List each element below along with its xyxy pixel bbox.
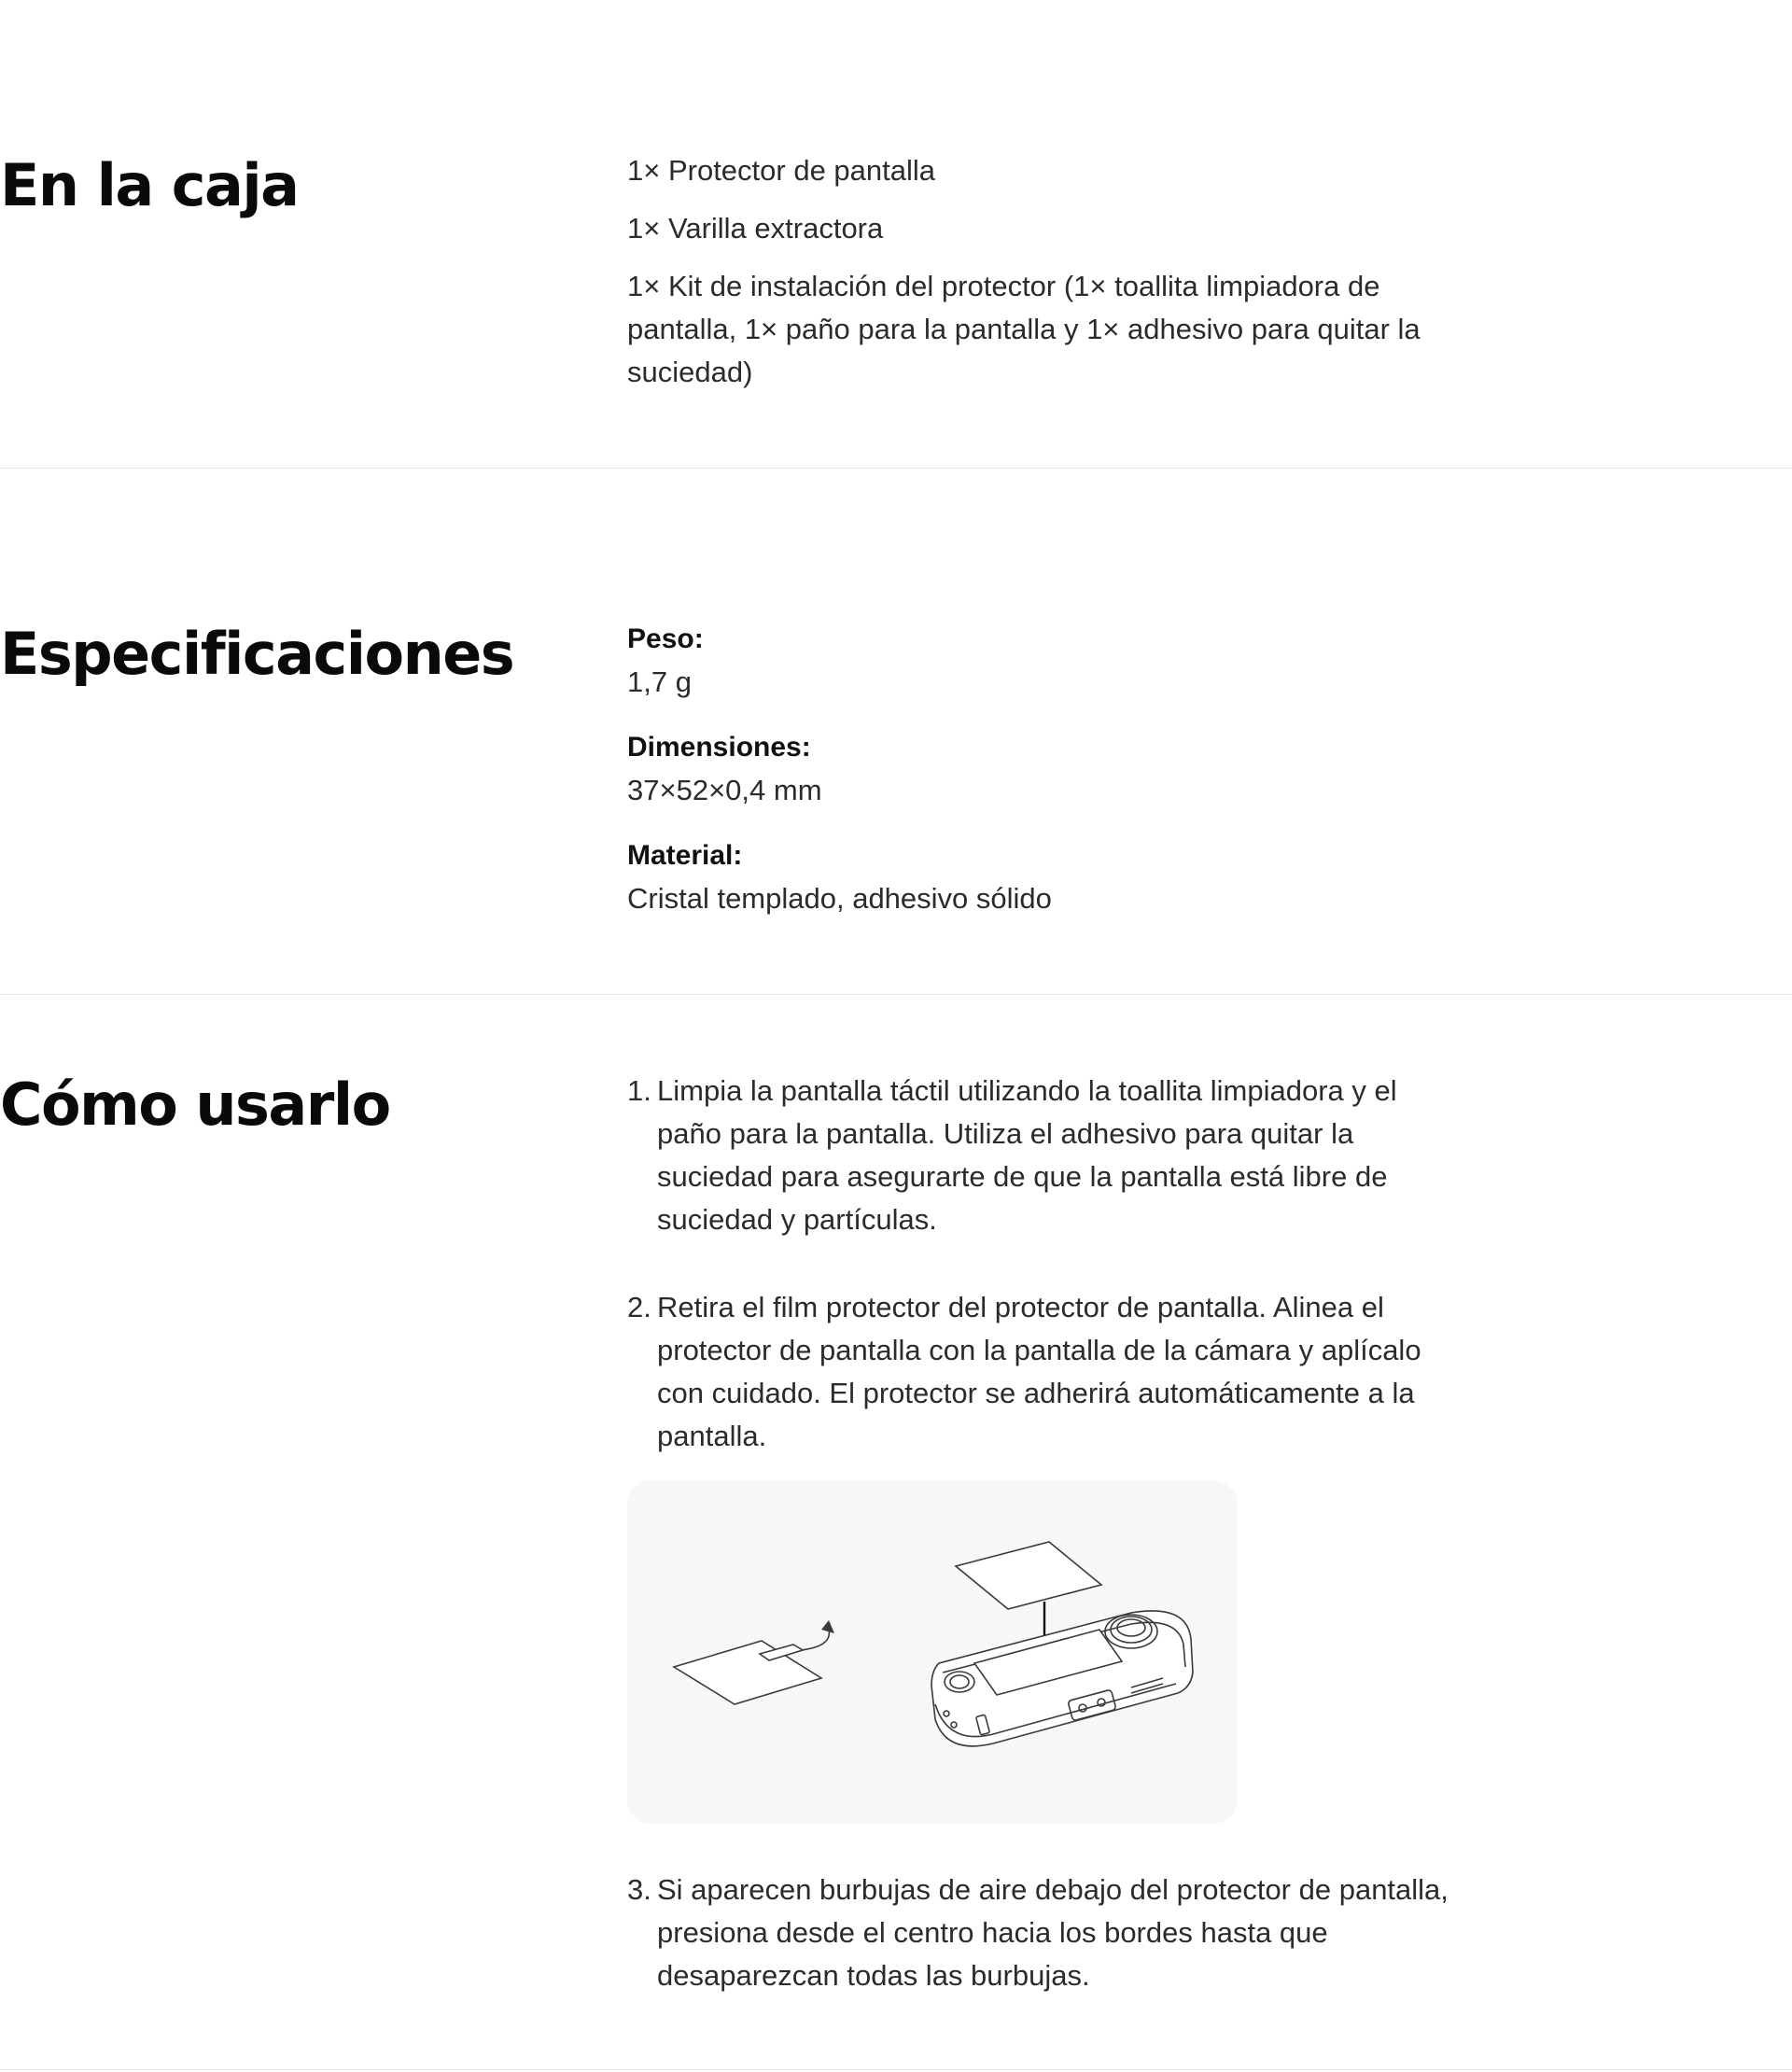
spec-value: 37×52×0,4 mm bbox=[627, 774, 822, 806]
step-number: 1. bbox=[627, 1074, 651, 1107]
step-number: 2. bbox=[627, 1291, 651, 1323]
box-item: 1× Varilla extractora bbox=[627, 212, 884, 245]
in-the-box-title: En la caja bbox=[0, 151, 299, 219]
step-number: 3. bbox=[627, 1873, 651, 1906]
installation-diagram bbox=[627, 1480, 1238, 1824]
how-to-use-title: Cómo usarlo bbox=[0, 1071, 390, 1139]
spec-label: Dimensiones: bbox=[627, 732, 811, 763]
in-the-box-list bbox=[627, 149, 1467, 394]
spec-item-dimensions bbox=[627, 726, 1467, 812]
step-text: Retira el film protector del protector de pantalla. Alinea el protector de pantalla con la pantalla de la cámara y aplícalo con cuidado. El protector se adherirá automáticamente a la pantalla. bbox=[657, 1291, 1421, 1452]
section-divider bbox=[0, 468, 1792, 469]
box-item: 1× Protector de pantalla bbox=[627, 154, 936, 187]
spec-item-weight bbox=[627, 618, 1467, 704]
camera-apply-protector-icon bbox=[931, 1542, 1193, 1746]
specifications-title: Especificaciones bbox=[0, 620, 514, 688]
spec-value: 1,7 g bbox=[627, 665, 692, 698]
specifications-list bbox=[627, 618, 1467, 920]
step-text: Limpia la pantalla táctil utilizando la toallita limpiadora y el paño para la pantalla. Utiliza el adhesivo para quitar la suciedad para asegurarte de que la pantalla está libre de suciedad y partículas. bbox=[657, 1074, 1397, 1236]
usage-step-3 bbox=[627, 1869, 1467, 1997]
installation-illustration bbox=[627, 1480, 1238, 1824]
peel-film-icon bbox=[674, 1620, 834, 1704]
spec-item-material bbox=[627, 834, 1467, 920]
step-text: Si aparecen burbujas de aire debajo del protector de pantalla, presiona desde el centro hacia los bordes hasta que desaparezcan todas las burbujas. bbox=[657, 1873, 1449, 1992]
spec-label: Material: bbox=[627, 840, 743, 871]
box-item: 1× Kit de instalación del protector (1× toallita limpiadora de pantalla, 1× paño para la pantalla y 1× adhesivo para quitar la suciedad) bbox=[627, 270, 1421, 388]
section-divider bbox=[0, 2069, 1792, 2070]
section-divider bbox=[0, 994, 1792, 995]
usage-step-2 bbox=[627, 1286, 1467, 1458]
spec-label: Peso: bbox=[627, 623, 704, 654]
spec-value: Cristal templado, adhesivo sólido bbox=[627, 882, 1052, 915]
usage-step-1 bbox=[627, 1070, 1467, 1241]
